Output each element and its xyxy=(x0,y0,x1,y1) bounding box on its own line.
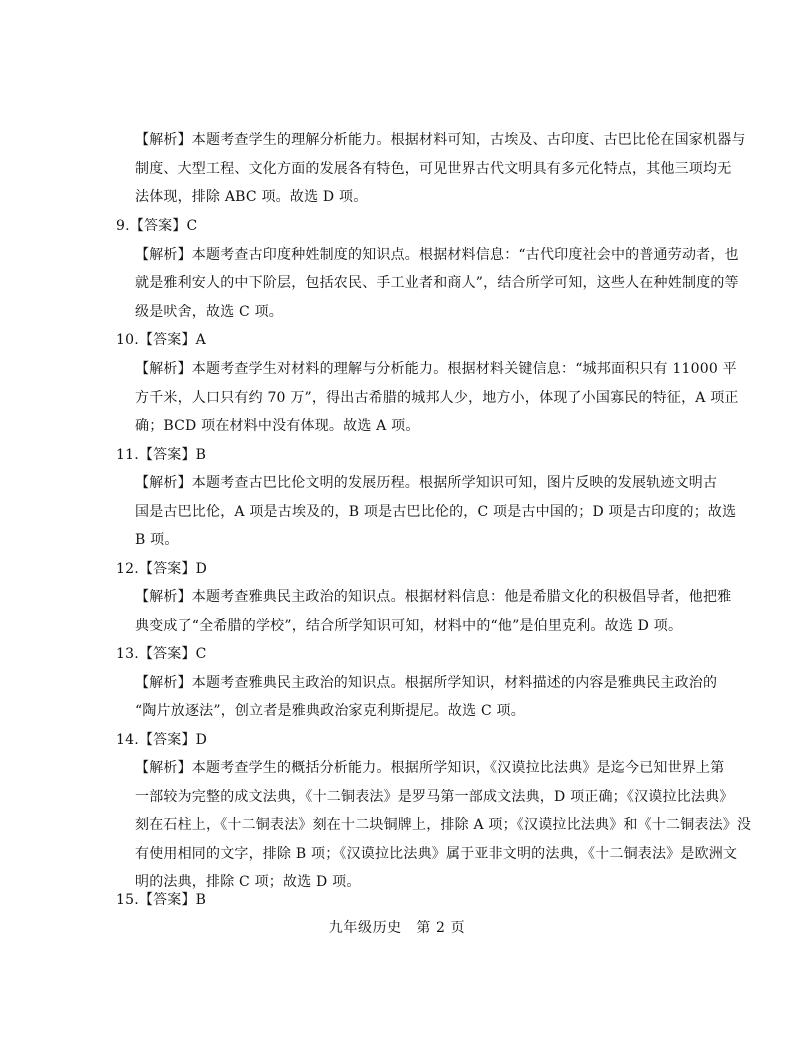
analysis-text: 明的法典，排除 C 项；故选 D 项。 xyxy=(135,874,361,890)
analysis-text: “陶片放逐法”，创立者是雅典政治家克利斯提尼。故选 C 项。 xyxy=(135,703,525,719)
analysis-text: 【解析】本题考查雅典民主政治的知识点。根据所学知识，材料描述的内容是雅典民主政治的 xyxy=(135,675,718,691)
analysis-text: 就是雅利安人的中下阶层，包括农民、手工业者和商人”，结合所学可知，这些人在种姓制度的等 xyxy=(135,275,739,291)
analysis-text: 级是吠舍，故选 C 项。 xyxy=(135,304,284,320)
page-footer: 九年级历史 第 2 页 xyxy=(328,920,466,936)
analysis-text: 国是古巴比伦，A 项是古埃及的，B 项是古巴比伦的，C 项是古中国的；D 项是古印度的；故选 xyxy=(135,504,737,520)
answer-line: 10.【答案】A xyxy=(116,332,206,348)
analysis-text: 一部较为完整的成文法典，《十二铜表法》是罗马第一部成文法典，D 项正确；《汉谟拉比法典》 xyxy=(135,789,734,805)
analysis-text: 【解析】本题考查古印度种姓制度的知识点。根据材料信息：“古代印度社会中的普通劳动者，也 xyxy=(135,247,739,263)
analysis-text: 确；BCD 项在材料中没有体现。故选 A 项。 xyxy=(135,418,420,434)
analysis-text: 法体现，排除 ABC 项。故选 D 项。 xyxy=(135,189,368,205)
analysis-text: 典变成了“全希腊的学校”，结合所学知识可知，材料中的“他”是伯里克利。故选 D 项。 xyxy=(135,618,683,634)
answer-line: 12.【答案】D xyxy=(116,561,208,577)
analysis-text: 有使用相同的文字，排除 B 项；《汉谟拉比法典》属于亚非文明的法典，《十二铜表法》是欧洲文 xyxy=(135,846,738,862)
analysis-text: 刻在石柱上，《十二铜表法》刻在十二块铜牌上，排除 A 项；《汉谟拉比法典》和《十二铜表法》没 xyxy=(135,817,752,833)
analysis-text: 方千米，人口只有约 70 万”，得出古希腊的城邦人少，地方小，体现了小国寡民的特征，A 项正 xyxy=(135,390,739,406)
analysis-text: 【解析】本题考查学生的概括分析能力。根据所学知识，《汉谟拉比法典》是迄今已知世界上第 xyxy=(135,760,725,776)
analysis-text: 【解析】本题考查学生对材料的理解与分析能力。根据材料关键信息：“城邦面积只有 11000 平 xyxy=(135,361,737,377)
answer-line: 11.【答案】B xyxy=(116,447,207,463)
answer-line: 13.【答案】C xyxy=(116,646,207,662)
analysis-text: 【解析】本题考查学生的理解分析能力。根据材料可知，古埃及、古印度、古巴比伦在国家机器与 xyxy=(135,132,746,148)
analysis-text: 【解析】本题考查古巴比伦文明的发展历程。根据所学知识可知，图片反映的发展轨迹文明古 xyxy=(135,475,718,491)
answer-line: 14.【答案】D xyxy=(116,732,208,748)
answer-line: 9.【答案】C xyxy=(116,218,198,234)
analysis-text: 制度、大型工程、文化方面的发展各有特色，可见世界古代文明具有多元化特点，其他三项均无 xyxy=(135,161,732,177)
analysis-text: 【解析】本题考查雅典民主政治的知识点。根据材料信息：他是希腊文化的积极倡导者，他把雅 xyxy=(135,589,732,605)
analysis-text: B 项。 xyxy=(135,532,179,548)
answer-line: 15.【答案】B xyxy=(116,892,207,908)
